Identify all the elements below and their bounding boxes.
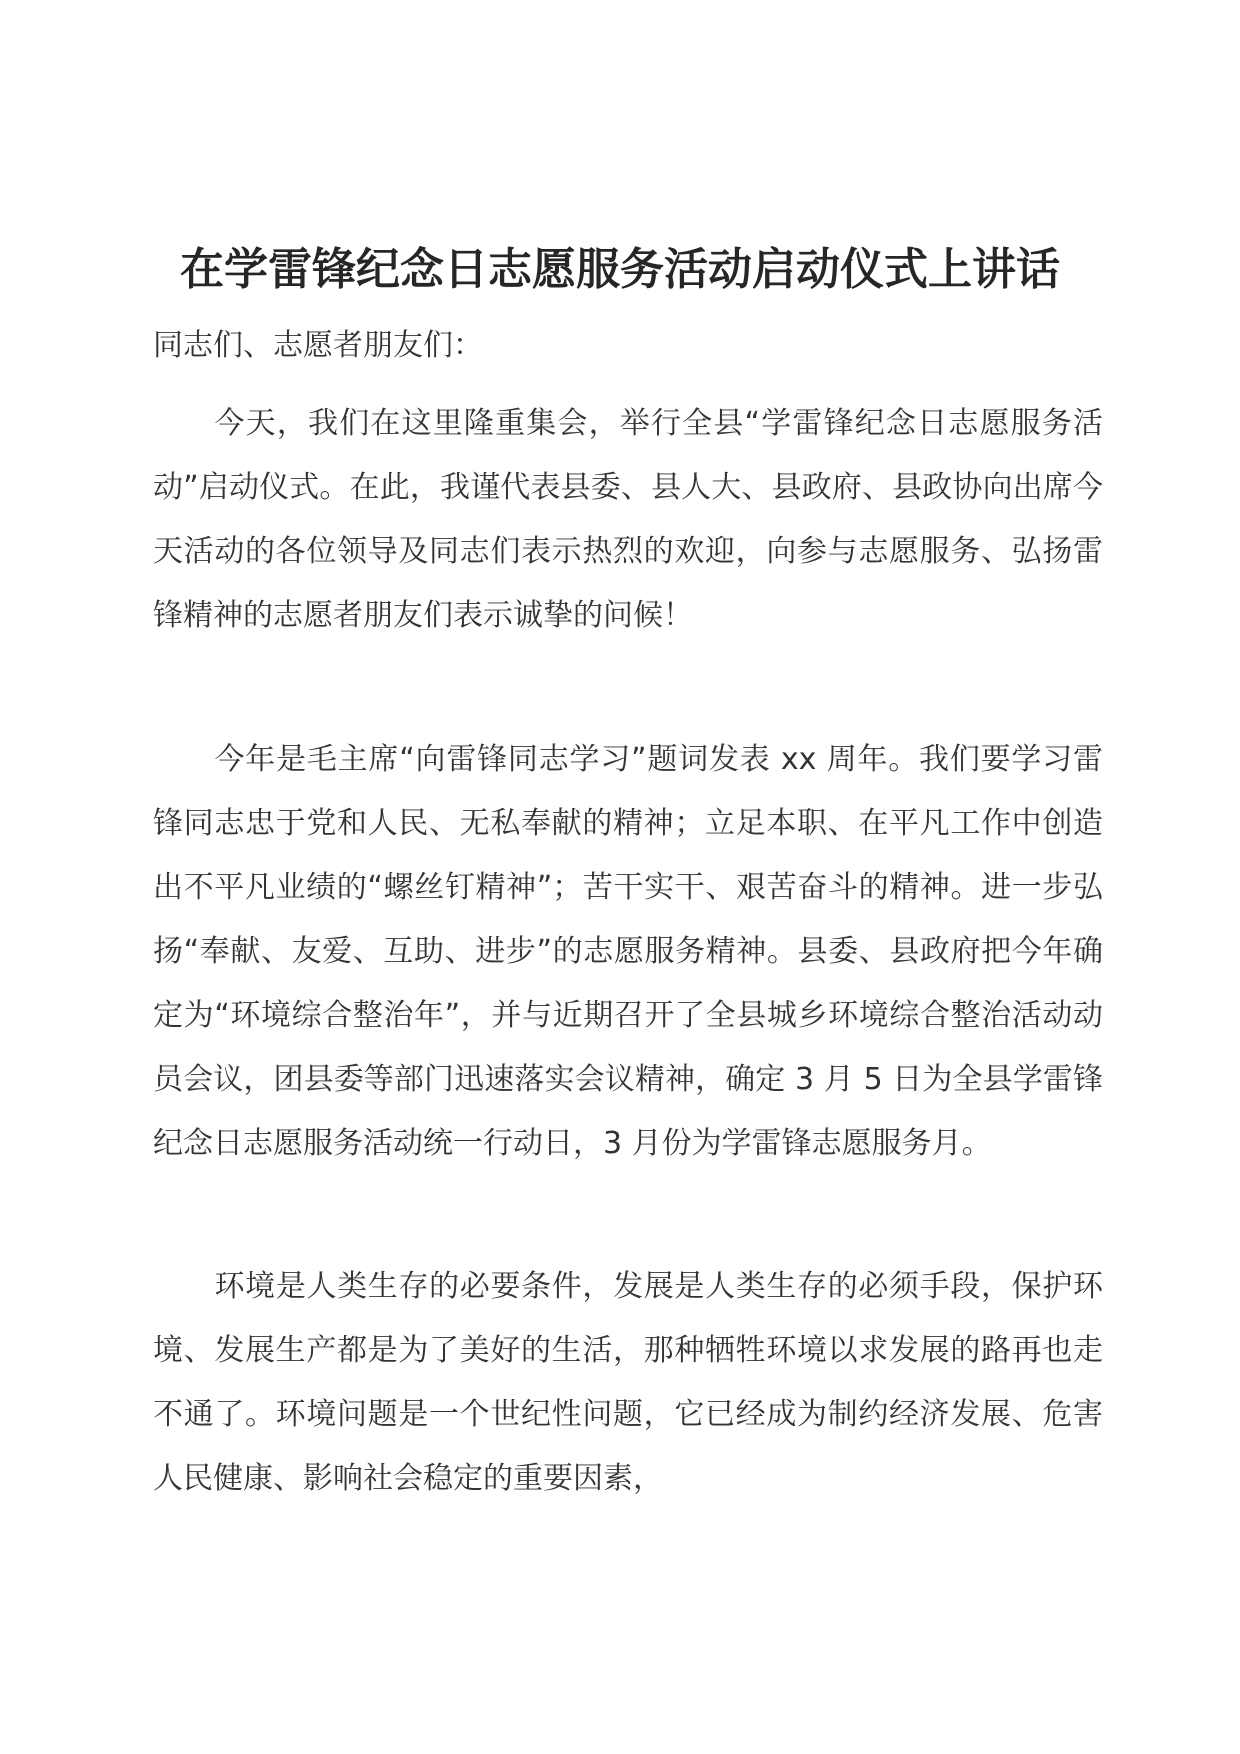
paragraph-2: 今年是毛主席“向雷锋同志学习”题词发表 xx 周年。我们要学习雷锋同志忠于党和人民、无私奉献的精神；立足本职、在平凡工作中创造出不平凡业绩的“螺丝钉精神”；苦干实干、艰苦奋斗的精神。进一步弘扬“奉献、友爱、互助、进步”的志愿服务精神。县委、县政府把今年确定为“环境综合整治年”，并与近期召开了全县城乡环境综合整治活动动员会议，团县委等部门迅速落实会议精神，确定 3 月 5 日为全县学雷锋纪念日志愿服务活动统一行动日，3 月份为学雷锋志愿服务月。 — [153, 742, 1103, 1161]
paragraph-3: 环境是人类生存的必要条件，发展是人类生存的必须手段，保护环境、发展生产都是为了美好的生活，那种牺牲环境以求发展的路再也走不通了。环境问题是一个世纪性问题，它已经成为制约经济发展、危害人民健康、影响社会稳定的重要因素， — [153, 1269, 1103, 1496]
paragraph-1: 今天，我们在这里隆重集会，举行全县“学雷锋纪念日志愿服务活动”启动仪式。在此，我谨代表县委、县人大、县政府、县政协向出席今天活动的各位领导及同志们表示热烈的欢迎，向参与志愿服务、弘扬雷锋精神的志愿者朋友们表示诚挚的问候！ — [153, 406, 1103, 633]
salutation: 同志们、志愿者朋友们： — [153, 328, 483, 363]
document-title: 在学雷锋纪念日志愿服务活动启动仪式上讲话 — [180, 244, 1060, 295]
